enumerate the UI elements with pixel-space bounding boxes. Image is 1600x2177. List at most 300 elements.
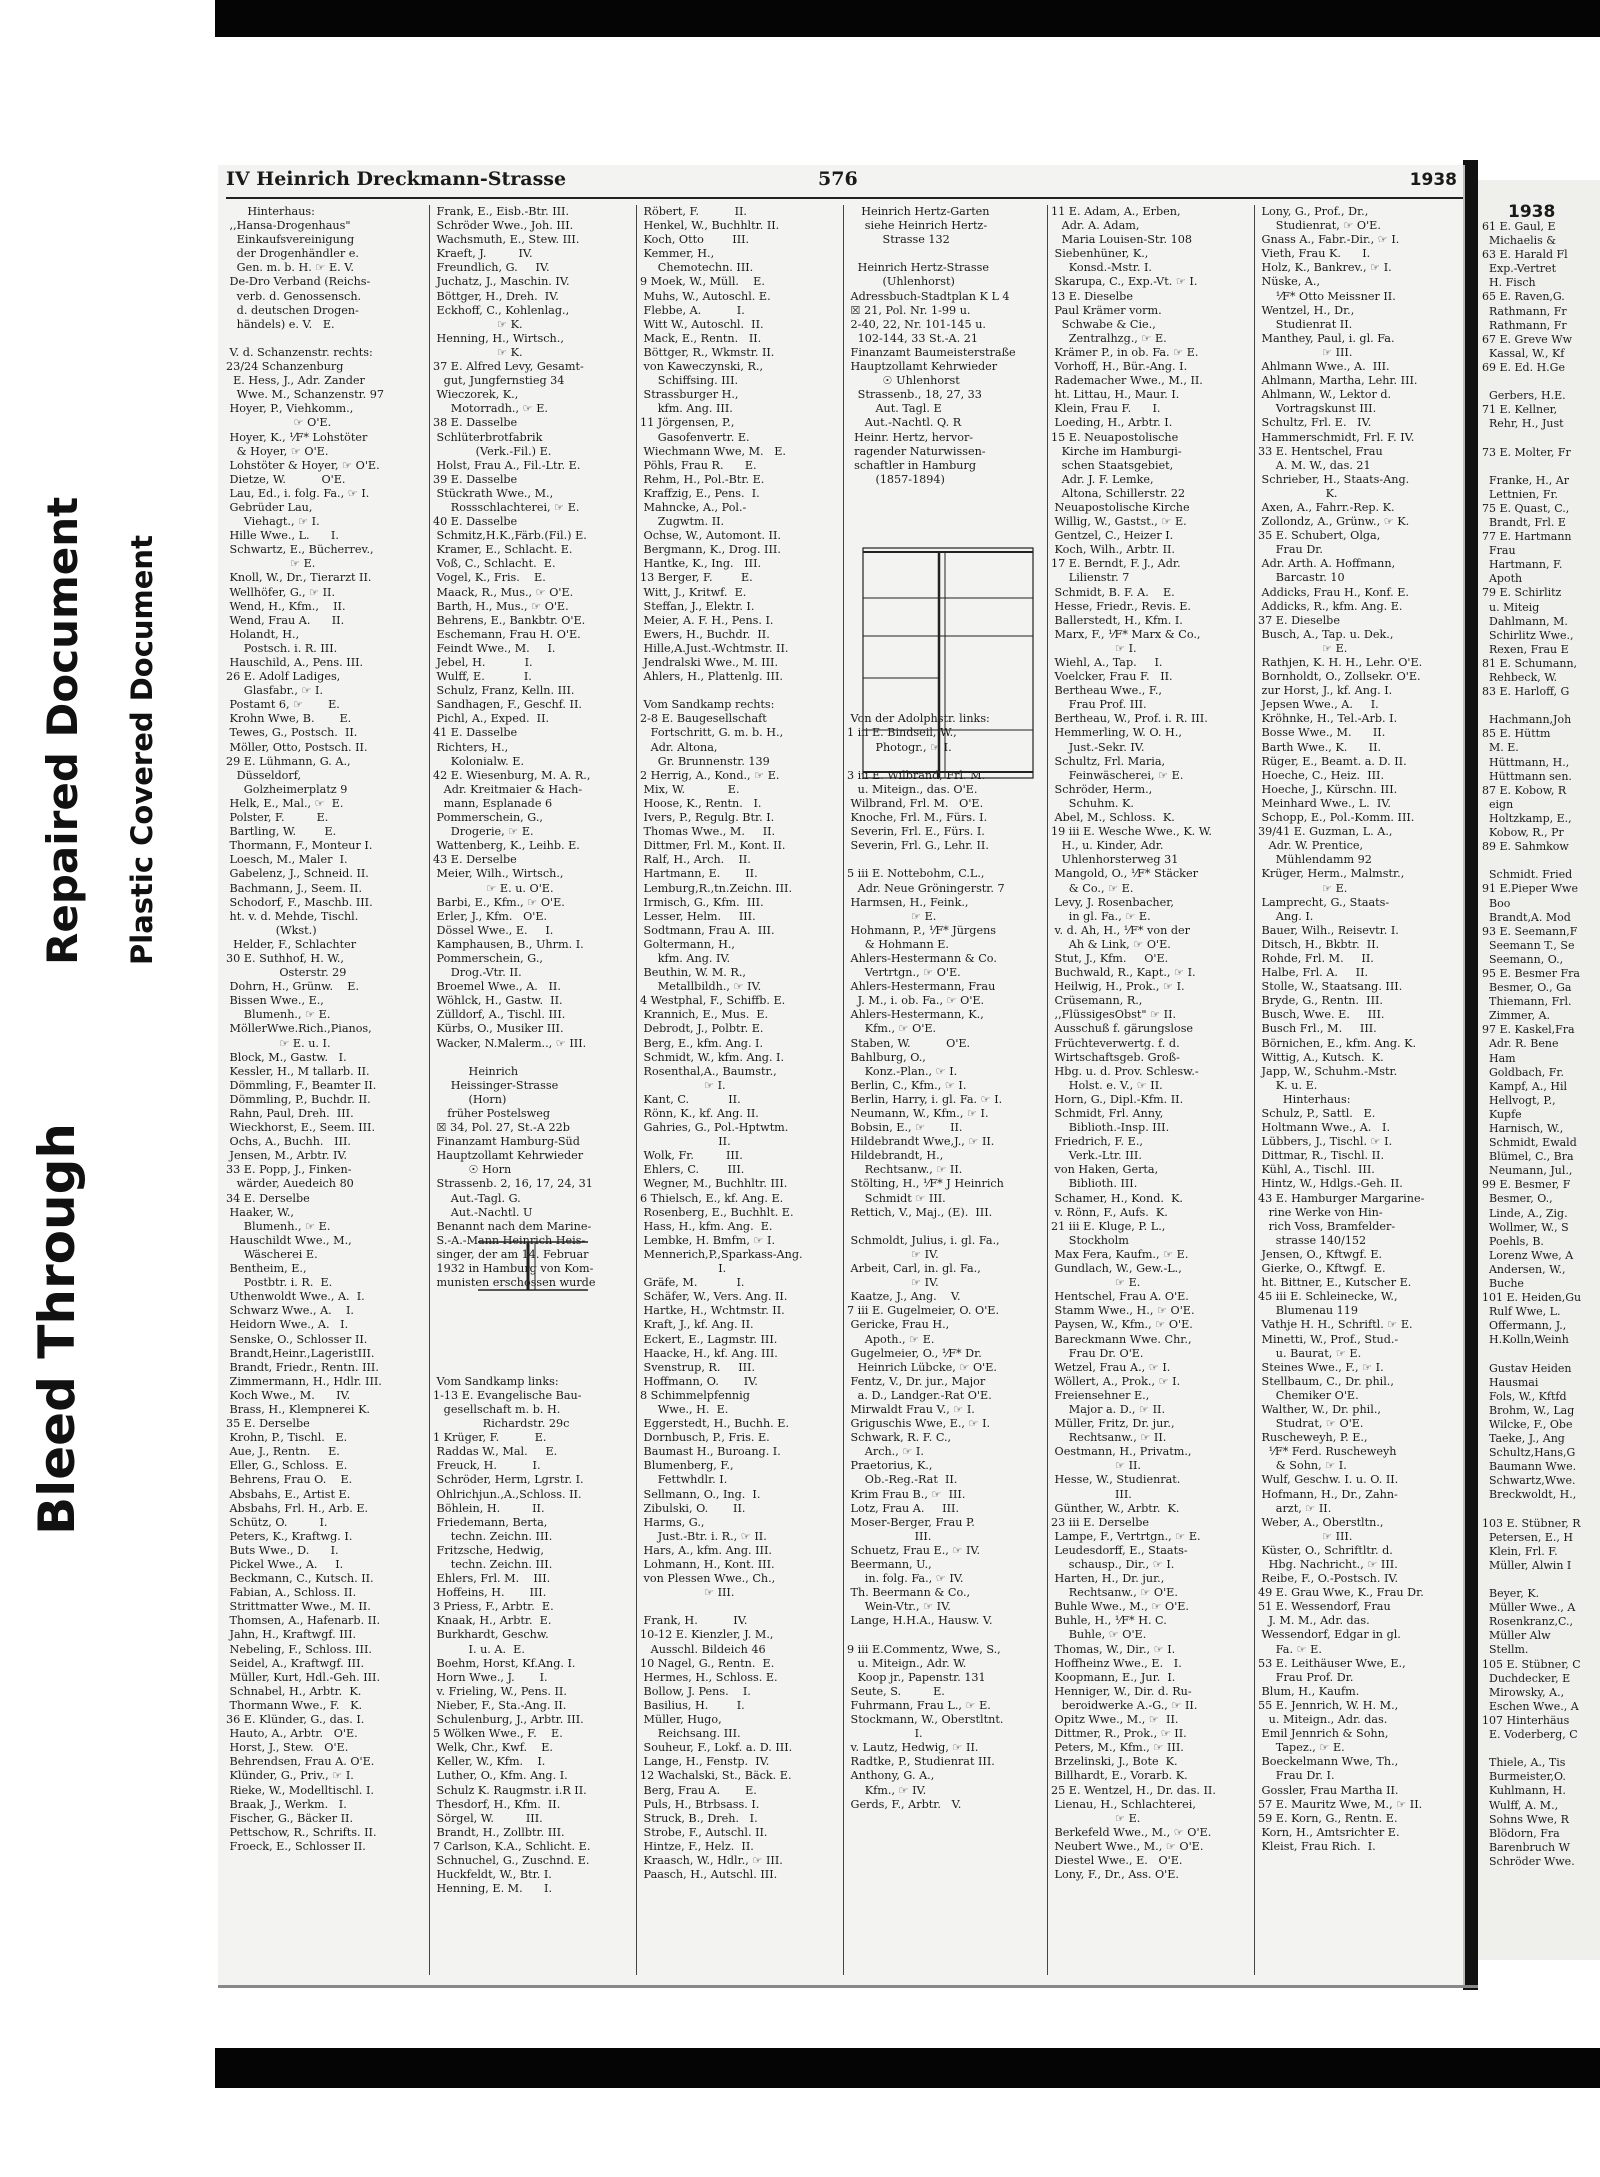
entry-line: Hintze, F., Helz. II. <box>640 1839 754 1853</box>
entry-line: Böhlein, H. II. <box>433 1501 545 1515</box>
entry-line: Aut.-Nachtl. Q. R <box>847 416 962 430</box>
entry-line: Lampe, F., Vertrtgn., ☞ E. <box>1051 1529 1201 1543</box>
entry-line: Muhs, W., Autoschl. E. <box>640 289 771 303</box>
entry-line: Apoth., ☞ E. <box>847 1332 935 1346</box>
facing-entry-line: Neumann, Jul., <box>1482 1164 1573 1178</box>
entry-line: 5 ⅲ E. Nottebohm, C.L., <box>847 867 985 881</box>
entry-line: kfm. Ang. III. <box>640 402 733 416</box>
entry-line: Böttger, H., Dreh. IV. <box>433 289 559 303</box>
entry-line: Feindt Wwe., M. I. <box>433 641 556 655</box>
entry-line: Wittig, A., Kutsch. K. <box>1258 1050 1384 1064</box>
entry-line: Paul Krämer vorm. <box>1051 303 1162 317</box>
entry-line: Barth, H., Mus., ☞ O'E. <box>433 599 569 613</box>
entry-line: Schröder, Herm., <box>1051 782 1153 796</box>
entry-line: K. u. E. <box>1258 1078 1318 1092</box>
entry-line: Axen, A., Fahrr.-Rep. K. <box>1258 500 1395 514</box>
entry-line: Rechtsanw., ☞ II. <box>847 1163 963 1177</box>
entry-line: Krannich, E., Mus. E. <box>640 1008 769 1022</box>
entry-line: Günther, W., Arbtr. K. <box>1051 1501 1180 1515</box>
entry-line: I. u. A. E. <box>433 1642 525 1656</box>
entry-line: (Verk.-Fil.) E. <box>433 444 552 458</box>
entry-line: Th. Beermann & Co., <box>847 1586 971 1600</box>
facing-entry-line: Kampf, A., Hil <box>1482 1079 1567 1093</box>
entry-line: Vortragskunst III. <box>1258 402 1377 416</box>
entry-line: Lotz, Frau A. III. <box>847 1501 959 1515</box>
entry-line: Eggerstedt, H., Buchh. E. <box>640 1417 790 1431</box>
entry-line: Müller, Kurt, Hdl.-Geh. III. <box>226 1670 381 1684</box>
facing-entry-line: 101 E. Heiden,Gu <box>1482 1291 1582 1305</box>
entry-line: Holandt, H., <box>226 627 300 641</box>
entry-line: Frank, E., Eisb.-Btr. III. <box>433 205 570 218</box>
entry-line: Ehlers, C. III. <box>640 1163 745 1177</box>
entry-line: Möller, Otto, Postsch. II. <box>226 740 368 754</box>
entry-line: Lony, G., Prof., Dr., <box>1258 205 1369 218</box>
entry-line: Ahlmann Wwe., A. III. <box>1258 360 1390 374</box>
facing-entry-line: 81 E. Schumann, <box>1482 656 1578 670</box>
entry-line: Leudesdorff, E., Staats- <box>1051 1543 1188 1557</box>
entry-line: Fritzsche, Hedwig, <box>433 1543 544 1557</box>
entry-line: Busch, A., Tap. u. Dek., <box>1258 627 1394 641</box>
entry-line: Schnuchel, G., Zuschnd. E. <box>433 1853 590 1867</box>
entry-line: u. Miteign., das. O'E. <box>847 782 978 796</box>
facing-entry-line: Apoth <box>1482 572 1523 586</box>
facing-entry-line: Gerbers, H.E. <box>1482 389 1566 403</box>
entry-line: 5 Wölken Wwe., F. E. <box>433 1727 563 1741</box>
entry-line: 1 Krüger, F. E. <box>433 1431 547 1445</box>
entry-line: Lau, Ed., i. folg. Fa., ☞ I. <box>226 486 370 500</box>
entry-line: Fa. ☞ E. <box>1258 1642 1322 1656</box>
facing-entry-line <box>1482 1742 1581 1756</box>
facing-entry-line: Hellvogt, P., <box>1482 1093 1556 1107</box>
entry-line: ragender Naturwissen- <box>847 444 986 458</box>
entry-line: Hoyer, P., Viehkomm., <box>226 402 354 416</box>
entry-line: S.-A.-Mann Heinrich Heis- <box>433 1233 586 1247</box>
entry-line: Kemmer, H., <box>640 247 715 261</box>
entry-line: Mirwaldt Frau V., ☞ I. <box>847 1402 975 1416</box>
entry-line: Hoffheinz Wwe., E. I. <box>1051 1656 1182 1670</box>
facing-entry-line: M. E. <box>1482 741 1519 755</box>
entry-line: Eckert, E., Lagmstr. III. <box>640 1332 778 1346</box>
entry-line: Radtke, P., Studienrat III. <box>847 1755 995 1769</box>
facing-entry-line: Kupfe <box>1482 1107 1522 1121</box>
entry-line: von Kaweczynski, R., <box>640 360 764 374</box>
facing-entry-line: Goldbach, Fr. <box>1482 1065 1564 1079</box>
entry-line: Mahncke, A., Pol.- <box>640 500 747 514</box>
facing-entry-line: 67 E. Greve Ww <box>1482 332 1573 346</box>
entry-line: rich Voss, Bramfelder- <box>1258 1219 1396 1233</box>
entry-line: Billhardt, E., Vorarb. K. <box>1051 1769 1188 1783</box>
entry-line: Hofmann, H., Dr., Zahn- <box>1258 1487 1398 1501</box>
entry-line: ☒ 21, Pol. Nr. 1-99 u. <box>847 303 971 317</box>
facing-entry-line: Rathmann, Fr <box>1482 304 1567 318</box>
facing-entry-line: Klein, Frl. F. <box>1482 1544 1558 1558</box>
entry-line: Klein, Frau F. I. <box>1051 402 1161 416</box>
entry-line: Adr. Altona, <box>640 740 718 754</box>
entry-line: ⅟F* Ferd. Ruscheweyh <box>1258 1445 1397 1459</box>
facing-entry-line: Mirowsky, A., <box>1482 1685 1565 1699</box>
facing-entry-line: Schultz,Hans,G <box>1482 1446 1576 1460</box>
facing-entry-line: Müller Alw <box>1482 1629 1551 1643</box>
entry-line: Dömmling, P., Buchdr. II. <box>226 1092 371 1106</box>
entry-line: 6 Thielsch, E., kf. Ang. E. <box>640 1191 784 1205</box>
entry-line: ☞ I. <box>1051 641 1137 655</box>
entry-line: Blumenh., ☞ E. <box>226 1008 331 1022</box>
entry-line: Ewers, H., Buchdr. II. <box>640 627 770 641</box>
entry-line: Neuapostolische Kirche <box>1051 500 1190 514</box>
entry-line: wärder, Auedeich 80 <box>226 1177 354 1191</box>
entry-line: 51 E. Wessendorf, Frau <box>1258 1600 1391 1614</box>
entry-line: Hinterhaus: <box>1258 1092 1351 1106</box>
entry-line: Wiehl, A., Tap. I. <box>1051 656 1163 669</box>
entry-line: Lemburg,R.,tn.Zeichn. III. <box>640 881 793 895</box>
entry-line: Meier, Wilh., Wirtsch., <box>433 867 564 881</box>
entry-line: Ochs, A., Buchh. III. <box>226 1135 351 1149</box>
entry-line: 4 Westphal, F., Schiffb. E. <box>640 994 786 1008</box>
entry-line: Dittmer, R., Prok., ☞ II. <box>1051 1727 1187 1741</box>
entry-line: ☞ III. <box>1258 345 1353 359</box>
facing-entry-line: H.Kolln,Weinh <box>1482 1333 1569 1347</box>
facing-entry-line: Taeke, J., Ang <box>1482 1432 1565 1446</box>
entry-line: 11 Jörgensen, P., <box>640 416 735 430</box>
entry-line: Bareckmann Wwe. Chr., <box>1051 1332 1192 1346</box>
entry-line: Holst. e. V., ☞ II. <box>1051 1078 1163 1092</box>
entry-line: Welk, Chr., Kwf. E. <box>433 1741 553 1755</box>
entry-line: Wulf, Geschw. I. u. O. II. <box>1258 1473 1399 1487</box>
entry-line: J. M., i. ob. Fa., ☞ O'E. <box>847 994 985 1008</box>
entry-line: Souheur, F., Lokf. a. D. III. <box>640 1741 793 1755</box>
entry-line: Arbeit, Carl, in. gl. Fa., <box>847 1262 981 1276</box>
entry-line <box>847 247 1045 261</box>
entry-line: Jepsen Wwe., A. I. <box>1258 698 1379 712</box>
facing-entry-line: 107 Hinterhäus <box>1482 1713 1570 1727</box>
entry-line: 25 E. Wentzel, H., Dr. das. II. <box>1051 1783 1216 1797</box>
entry-line: Hauptzollamt Kehrwieder <box>433 1149 584 1163</box>
entry-line: Griguschis Wwe, E., ☞ I. <box>847 1417 991 1431</box>
entry-line: Klünder, G., Priv., ☞ I. <box>226 1769 354 1783</box>
entry-line: Schmidt, W., kfm. Ang. I. <box>640 1050 785 1064</box>
entry-line: III. <box>847 1529 932 1543</box>
entry-line: 23 ⅲ E. Derselbe <box>1051 1515 1150 1529</box>
facing-entry-line: E. Voderberg, C <box>1482 1728 1578 1742</box>
facing-entry-line: Brandt,A. Mod <box>1482 910 1571 924</box>
entry-line: Stockmann, W., Oberstltnt. <box>847 1713 1004 1727</box>
entry-line: Wöhlck, H., Gastw. II. <box>433 994 563 1008</box>
entry-line: Bosse Wwe., M. II. <box>1258 726 1386 740</box>
entry-line: mann, Esplanade 6 <box>433 796 553 810</box>
facing-entry-line: Schirlitz Wwe., <box>1482 628 1574 642</box>
facing-entry-line: Schwartz,Wwe. <box>1482 1474 1576 1488</box>
entry-line: Severin, Frl. G., Lehr. II. <box>847 839 989 853</box>
entry-line: Aut.-Nachtl. U <box>433 1205 533 1219</box>
entry-line: Senske, O., Schlosser II. <box>226 1332 368 1346</box>
entry-line: I. <box>847 1727 923 1741</box>
entry-line: Skarupa, C., Exp.-Vt. ☞ I. <box>1051 275 1198 289</box>
entry-line: Strasse 132 <box>847 233 950 247</box>
entry-line: Frau Dr. I. <box>1258 1769 1335 1783</box>
entry-line: I. <box>640 1262 727 1276</box>
entry-line: Bergmann, K., Drog. III. <box>640 543 781 557</box>
entry-line: Eschemann, Frau H. O'E. <box>433 627 581 641</box>
entry-line <box>433 1361 633 1375</box>
facing-entry-line: 61 E. Gaul, E <box>1482 220 1556 233</box>
entry-line: Hentschel, Frau A. O'E. <box>1051 1290 1189 1304</box>
bottom-black-band <box>0 2048 1600 2088</box>
entry-line: 7 ⅲ E. Gugelmeier, O. O'E. <box>847 1304 1000 1318</box>
entry-line: strasse 140/152 <box>1258 1233 1367 1247</box>
facing-entry-line: Boo <box>1482 896 1511 910</box>
entry-line: Keller, W., Kfm. I. <box>433 1755 546 1769</box>
entry-line: H., u. Kinder, Adr. <box>1051 839 1164 853</box>
entry-line <box>640 1600 840 1614</box>
entry-line: Wend, H., Kfm., II. <box>226 599 346 613</box>
entry-line: Fortschritt, G. m. b. H., <box>640 726 784 740</box>
entry-line: Heidorn Wwe., A. I. <box>226 1318 349 1332</box>
entry-line: Gentzel, C., Heizer I. <box>1051 529 1174 543</box>
entry-line: Frau Dr. <box>1258 543 1323 557</box>
entry-line: Peters, K., Kraftwg. I. <box>226 1529 353 1543</box>
entry-line: Behrens, E., Bankbtr. O'E. <box>433 613 586 627</box>
entry-line: Pettschow, R., Schrifts. II. <box>226 1825 377 1839</box>
entry-line: Schulz K. Raugmstr. i.R II. <box>433 1783 587 1797</box>
entry-line: Photogr., ☞ I. <box>847 740 952 754</box>
entry-line: Röbert, F. II. <box>640 205 747 218</box>
entry-line: Wieczorek, K., <box>433 388 519 402</box>
entry-line: gut, Jungfernstieg 34 <box>433 374 565 388</box>
facing-entry-line: Besmer, O., <box>1482 1192 1553 1206</box>
top-black-band <box>0 0 1600 37</box>
entry-line: Mangold, O., ⅟F* Stäcker <box>1051 867 1198 881</box>
entry-line: v. d. Ah, H., ⅟F* von der <box>1051 923 1190 937</box>
entry-line: Hartke, H., Wchtmstr. II. <box>640 1304 785 1318</box>
entry-line: Tewes, G., Postsch. II. <box>226 726 358 740</box>
entry-line: Frau Prof. Dr. <box>1258 1670 1354 1684</box>
entry-line: ☉ Horn <box>433 1163 512 1177</box>
entry-line: 12 Wachalski, St., Bäck. E. <box>640 1769 792 1783</box>
facing-entry-line: Petersen, E., H <box>1482 1530 1573 1544</box>
entry-line: Wöllert, A., Prok., ☞ I. <box>1051 1374 1181 1388</box>
entry-line: Mennerich,P.,Sparkass-Ang. <box>640 1247 803 1261</box>
entry-line: 7 Carlson, K.A., Schlicht. E. <box>433 1839 591 1853</box>
entry-line: Einkaufsvereinigung <box>226 233 355 247</box>
entry-line: Schulz, P., Sattl. E. <box>1258 1107 1376 1120</box>
entry-line: Block, M., Gastw. I. <box>226 1050 347 1064</box>
entry-line: Hermes, H., Schloss. E. <box>640 1670 778 1684</box>
entry-line: Hantke, K., Ing. III. <box>640 557 762 571</box>
column-1 <box>226 205 426 1980</box>
entry-line: Willig, W., Gastst., ☞ E. <box>1051 515 1187 529</box>
facing-entry-line: 71 E. Kellner, <box>1482 403 1558 417</box>
entry-line: 30 E. Suthhof, H. W., <box>226 951 344 965</box>
entry-line: Lamprecht, G., Staats- <box>1258 895 1390 909</box>
entry-line: Schodorf, F., Maschb. III. <box>226 895 373 909</box>
entry-line: ht. v. d. Mehde, Tischl. <box>226 909 359 923</box>
entry-line: 33 E. Hentschel, Frau <box>1258 444 1383 458</box>
column-4 <box>847 205 1045 1980</box>
entry-line: Rossschlachterei, ☞ E. <box>433 500 580 514</box>
entry-line: Drog.-Vtr. II. <box>433 966 522 980</box>
entry-line: Schamer, H., Kond. K. <box>1051 1191 1183 1205</box>
entry-line: Zibulski, O. II. <box>640 1501 746 1515</box>
entry-line: Blumenberg, F., <box>640 1459 734 1473</box>
entry-line: Postbtr. i. R. E. <box>226 1276 333 1290</box>
entry-line: Rettich, V., Maj., (E). III. <box>847 1205 993 1219</box>
entry-line: Abel, M., Schloss. K. <box>1051 811 1175 825</box>
entry-line: Hauschild, A., Pens. III. <box>226 656 364 669</box>
facing-entry-line: Müller, Alwin I <box>1482 1558 1572 1572</box>
entry-line: Hbg. u. d. Prov. Schlesw.- <box>1051 1064 1199 1078</box>
entry-line: Nebeling, F., Schloss. III. <box>226 1642 372 1656</box>
facing-entry-line: Seemann, O., <box>1482 952 1564 966</box>
entry-line: 35 E. Derselbe <box>226 1417 310 1431</box>
entry-line <box>847 487 1045 501</box>
entry-line: Arch., ☞ I. <box>847 1445 924 1459</box>
entry-line: Ralf, H., Arch. II. <box>640 853 751 867</box>
entry-line: Maria Louisen-Str. 108 <box>1051 233 1192 247</box>
entry-line: Kolonialw. E. <box>433 754 525 768</box>
facing-entry-line: Rehr, H., Just <box>1482 417 1564 431</box>
entry-line: Schütz, O. I. <box>226 1515 328 1529</box>
entry-line: Zugwtm. II. <box>640 515 725 529</box>
entry-line: d. deutschen Drogen- <box>226 303 359 317</box>
entry-line <box>433 1347 633 1361</box>
facing-entry-line: Kobow, R., Pr <box>1482 826 1564 840</box>
entry-line: Ditsch, H., Bkbtr. II. <box>1258 937 1380 951</box>
facing-entry-line: Wollmer, W., S <box>1482 1220 1569 1234</box>
entry-line: Friedrich, F. E., <box>1051 1135 1143 1149</box>
facing-entry-line: 105 E. Stübner, C <box>1482 1657 1581 1671</box>
entry-line: 2-8 E. Baugesellschaft <box>640 712 767 726</box>
entry-line: Adr. Neue Gröningerstr. 7 <box>847 881 1005 895</box>
entry-line: & Hohmann E. <box>847 937 949 951</box>
entry-line: Strassburger H., <box>640 388 739 402</box>
entry-line: 13 E. Dieselbe <box>1051 289 1133 303</box>
entry-line: Max Fera, Kaufm., ☞ E. <box>1051 1247 1189 1261</box>
entry-line: Drogerie, ☞ E. <box>433 825 534 839</box>
entry-line: Polster, F. E. <box>226 811 329 825</box>
entry-line: Aut.-Tagl. G. <box>433 1191 521 1205</box>
entry-line: Siebenhüner, K., <box>1051 247 1149 261</box>
entry-line: Mühlendamm 92 <box>1258 853 1372 867</box>
entry-line: Wachsmuth, E., Stew. III. <box>433 233 580 247</box>
facing-entry-line: 103 E. Stübner, R <box>1482 1516 1581 1530</box>
entry-line: Hass, H., kfm. Ang. E. <box>640 1219 773 1233</box>
entry-line: Emil Jennrich & Sohn, <box>1258 1727 1389 1741</box>
entry-line: Bissen Wwe., E., <box>226 994 324 1008</box>
entry-line: Bertheau, W., Prof. i. R. III. <box>1051 712 1208 726</box>
entry-line: E. Hess, J., Adr. Zander <box>226 374 365 388</box>
entry-line: Adr. Kreitmaier & Hach- <box>433 782 583 796</box>
entry-line: Chemotechn. III. <box>640 261 754 275</box>
entry-line: Schwarz Wwe., A. I. <box>226 1304 354 1318</box>
entry-line: rine Werke von Hin- <box>1258 1205 1383 1219</box>
entry-line: Levy, J. Rosenbacher, <box>1051 895 1174 909</box>
entry-line: Barbi, E., Kfm., ☞ O'E. <box>433 895 565 909</box>
entry-line: Pommerschein, G., <box>433 811 543 825</box>
entry-line: Hauto, A., Arbtr. O'E. <box>226 1727 358 1741</box>
entry-line: Adr. A. Adam, <box>1051 219 1140 233</box>
entry-line: Ah & Link, ☞ O'E. <box>1051 937 1171 951</box>
entry-line: Wwe., H. E. <box>640 1402 729 1416</box>
page-number: 576 <box>818 168 858 190</box>
entry-line: Crüsemann, R., <box>1051 994 1143 1008</box>
entry-line: Friedemann, Berta, <box>433 1515 548 1529</box>
entry-line: Anthony, G. A., <box>847 1769 935 1783</box>
entry-line: ☞ K. <box>433 317 523 331</box>
entry-line: Horn Wwe., J. I. <box>433 1670 548 1684</box>
facing-entry-line: Adr. R. Bene <box>1482 1037 1559 1051</box>
facing-entry-line: Lorenz Wwe, A <box>1482 1248 1574 1262</box>
label-bleed-through: Bleed Through <box>28 1123 86 1535</box>
facing-entry-line: Andersen, W., <box>1482 1262 1566 1276</box>
entry-line: zur Horst, J., kf. Ang. I. <box>1258 684 1393 698</box>
facing-entry-line: Frau <box>1482 544 1516 558</box>
entry-line: ☞ O'E. <box>226 416 332 430</box>
entry-line <box>847 515 1045 529</box>
facing-entry-line: Hausmai <box>1482 1375 1539 1389</box>
entry-line: Thomsen, A., Hafenarb. II. <box>226 1614 381 1628</box>
facing-year: 1938 <box>1508 202 1556 222</box>
entry-line: Zimmermann, H., Hdlr. III. <box>226 1374 382 1388</box>
entry-line: Fabian, A., Schloss. II. <box>226 1586 357 1600</box>
entry-line: Koch, Wilh., Arbtr. II. <box>1051 543 1175 557</box>
entry-line: Lesser, Helm. III. <box>640 909 756 923</box>
entry-line: Dietze, W. O'E. <box>226 472 346 486</box>
facing-entry-line: 91 E.Pieper Wwe <box>1482 882 1578 896</box>
entry-line: Von der Adolphstr. links: <box>847 712 990 726</box>
entry-line: Wacker, N.Malerm.., ☞ III. <box>433 1036 587 1050</box>
entry-line: Wellhöfer, G., ☞ II. <box>226 585 336 599</box>
entry-line: Biblioth. III. <box>1051 1177 1138 1191</box>
entry-line: Kleist, Frau Rich. I. <box>1258 1839 1376 1853</box>
facing-entry-line <box>1482 854 1581 868</box>
entry-line: Bertheau Wwe., F., <box>1051 684 1162 698</box>
entry-line: Oestmann, H., Privatm., <box>1051 1445 1192 1459</box>
entry-line: Vorhoff, H., Bür.-Ang. I. <box>1051 360 1188 374</box>
entry-line: Struck, B., Dreh. I. <box>640 1811 758 1825</box>
street-map-heissinger <box>473 1230 593 1315</box>
entry-line: Wulff, E. I. <box>433 670 532 684</box>
facing-entry-line <box>1482 460 1581 474</box>
entry-line <box>433 1333 633 1347</box>
entry-line: Dömmling, F., Beamter II. <box>226 1078 377 1092</box>
facing-entry-line: Brandt, Frl. E <box>1482 515 1566 529</box>
page-gutter <box>1463 160 1478 1990</box>
entry-line: Haacke, H., kf. Ang. III. <box>640 1346 778 1360</box>
entry-line: Ahlers-Hestermann, K., <box>847 1008 984 1022</box>
entry-line: Lübbers, J., Tischl. ☞ I. <box>1258 1135 1393 1149</box>
entry-line: Schuetz, Frau E., ☞ IV. <box>847 1543 981 1557</box>
entry-line: Witt W., Autoschl. II. <box>640 317 764 331</box>
header-year: 1938 <box>1409 170 1457 190</box>
entry-line: Dittmar, R., Tischl. II. <box>1258 1149 1385 1163</box>
column-divider <box>636 205 637 1975</box>
entry-line: Bauer, Wilh., Reisevtr. I. <box>1258 923 1399 937</box>
facing-entry-line: Zimmer, A. <box>1482 1009 1551 1023</box>
entry-line: Rechtsanw., ☞ II. <box>1051 1431 1167 1445</box>
column-3 <box>640 205 840 1980</box>
entry-line: Brandt, H., Zollbtr. III. <box>433 1825 565 1839</box>
entry-line: & Hoyer, ☞ O'E. <box>226 444 329 458</box>
facing-entry-line <box>1482 1348 1581 1362</box>
entry-line: Pommerschein, G., <box>433 951 543 965</box>
facing-entry-line: 79 E. Schirlitz <box>1482 586 1562 600</box>
entry-line: Schmidt ☞ III. <box>847 1191 946 1205</box>
entry-line: v. Frieling, W., Pens. II. <box>433 1684 567 1698</box>
entry-line: ☞ III. <box>640 1586 735 1600</box>
entry-line: Seute, S. E. <box>847 1684 945 1698</box>
entry-line: ☞ III. <box>1258 1529 1353 1543</box>
entry-line: beroidwerke A.-G., ☞ II. <box>1051 1698 1198 1712</box>
